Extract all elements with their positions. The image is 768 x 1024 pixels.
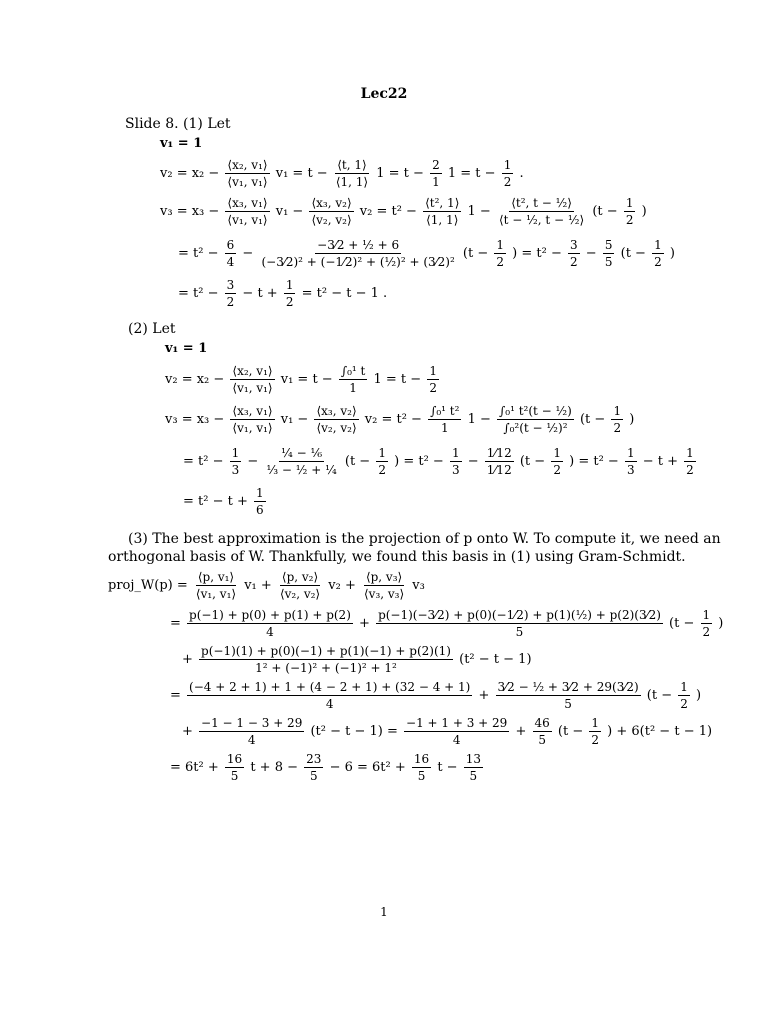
equation-v2: v₂ = x₂ − $\frac{\text{⟨x₂, v₁⟩}}{\text{⟨v₁, v₁⟩}}$ v₁ = t − $\frac{⟨t, 1⟩}{⟨1, 1⟩}$ 1 = t − $\frac{2}{1}$ 1 = t − $\frac{1}{2}$ .: [160, 158, 524, 189]
projection-line5: + $\frac{-1 - 1 - 3 + 29}{4}$ (t² − t − 1) = $\frac{-1 + 1 + 3 + 29}{4}$ + $\frac{46}{5}$ (t − $\frac{1}{2}$ ) + 6(t² − t − 1): [182, 716, 713, 747]
projection-line2: = $\frac{p(-1) + p(0) + p(1) + p(2)}{4}$ + $\frac{\text{p(−1)(−3⁄2) + p(0)(−1⁄2) + p(1)(½) + p(2)(3⁄2)}}{5}$ (t − $\frac{1}{2}$ ): [170, 608, 724, 639]
part3-paragraph-line1: (3) The best approximation is the projection of p onto W. To compute it, we need an: [128, 531, 721, 547]
equation2-v3-line2: = t² − $\frac{1}{3}$ − $\frac{\text{¼ − ⅙}}{\text{⅓ − ½ + ¼}}$ (t − $\frac{1}{2}$ ) = t² − $\frac{1}{3}$ − $\frac{1⁄12}{1⁄12}$ (t − $\frac{1}{2}$ ) = t² − $\frac{1}{3}$ − t + $\frac{1}{2}$: [183, 446, 694, 477]
equation-v3: v₃ = x₃ − $\frac{\text{⟨x₃, v₁⟩}}{\text{⟨v₁, v₁⟩}}$ v₁ − $\frac{\text{⟨x₃, v₂⟩}}{\text{⟨v₂, v₂⟩}}$ v₂ = t² − $\frac{\text{⟨t², 1⟩}}{⟨1, 1⟩}$ 1 − $\frac{\text{⟨t², t − ½⟩}}{\text{⟨t − ½, t − ½⟩}}$ (t − $\frac{1}{2}$ ): [160, 196, 647, 227]
part3-paragraph-line2: orthogonal basis of W. Thankfully, we found this basis in (1) using Gram-Schmidt.: [108, 549, 686, 565]
page-title: Lec22: [360, 86, 408, 102]
page-number: 1: [380, 905, 388, 919]
projection-equation: proj_W(p) = $\frac{\text{⟨p, v₁⟩}}{\text{⟨v₁, v₁⟩}}$ v₁ + $\frac{\text{⟨p, v₂⟩}}{\text{⟨v₂, v₂⟩}}$ v₂ + $\frac{\text{⟨p, v₃⟩}}{\text{⟨v₃, v₃⟩}}$ v₃: [108, 570, 425, 601]
projection-line3: + $\frac{p(-1)(1) + p(0)(-1) + p(1)(-1) + p(2)(1)}{\text{1² + (−1)² + (−1)² + 1²}}$ (t² − t − 1): [182, 644, 532, 675]
projection-line4: = $\frac{(-4 + 2 + 1) + 1 + (4 - 2 + 1) + (32 - 4 + 1)}{4}$ + $\frac{\text{3⁄2 − ½ + 3⁄2 + 29(3⁄2)}}{5}$ (t − $\frac{1}{2}$ ): [170, 680, 702, 711]
equation2-v3-line3: = t² − t + $\frac{1}{6}$: [183, 486, 264, 517]
equation2-v3: v₃ = x₃ − $\frac{\text{⟨x₃, v₁⟩}}{\text{⟨v₁, v₁⟩}}$ v₁ − $\frac{\text{⟨x₃, v₂⟩}}{\text{⟨v₂, v₂⟩}}$ v₂ = t² − $\frac{\text{∫₀¹ t²}}{1}$ 1 − $\frac{\text{∫₀¹ t²(t − ½)}}{\text{∫₀²(t − ½)²}}$ (t − $\frac{1}{2}$ ): [165, 404, 635, 435]
intro-text: Slide 8. (1) Let: [125, 116, 231, 132]
equation-v3-line3: = t² − $\frac{3}{2}$ − t + $\frac{1}{2}$ = t² − t − 1 .: [178, 278, 388, 309]
projection-line6: = 6t² + $\frac{16}{5}$ t + 8 − $\frac{23}{5}$ − 6 = 6t² + $\frac{16}{5}$ t − $\frac{13}{5}$: [170, 752, 481, 783]
part2-intro: (2) Let: [128, 321, 176, 337]
equation2-v1: v₁ = 1: [165, 341, 208, 356]
equation-v1: v₁ = 1: [160, 136, 203, 151]
equation-v3-line2: = t² − $\frac{6}{4}$ − $\frac{\text{−3⁄2 + ½ + 6}}{\text{(−3⁄2)² + (−1⁄2)² + (½)² + (3⁄2)²}}$ (t − $\frac{1}{2}$ ) = t² − $\frac{3}{2}$ − $\frac{5}{5}$ (t − $\frac{1}{2}$ ): [178, 238, 675, 269]
equation2-v2: v₂ = x₂ − $\frac{\text{⟨x₂, v₁⟩}}{\text{⟨v₁, v₁⟩}}$ v₁ = t − $\frac{\text{∫₀¹ t}}{1}$ 1 = t − $\frac{1}{2}$: [165, 364, 437, 395]
